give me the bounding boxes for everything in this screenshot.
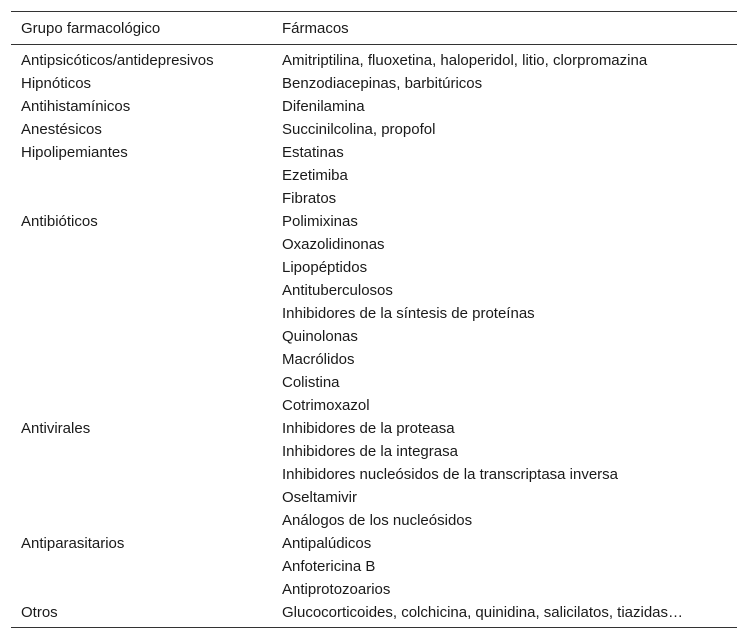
cell-drug-group [11,325,272,348]
cell-drugs: Estatinas [282,144,344,161]
cell-drug-group [11,486,272,509]
cell-drug-group: Hipnóticos [21,75,92,92]
table-row [11,394,737,417]
cell-drugs: Benzodiacepinas, barbitúricos [282,75,483,92]
cell-drugs: Oxazolidinonas [282,236,385,253]
cell-drugs: Oseltamivir [282,489,358,506]
table-row [11,141,737,164]
table-row [11,601,737,628]
cell-drug-group [11,509,272,532]
cell-drugs: Fibratos [282,190,337,207]
cell-drugs: Antipalúdicos [282,535,372,552]
table-row [11,279,737,302]
table-row [11,463,737,486]
cell-drug-group [11,371,272,394]
cell-drugs: Inhibidores de la síntesis de proteínas [282,305,535,322]
cell-drugs: Colistina [282,374,340,391]
table-row [11,555,737,578]
cell-drug-group [11,555,272,578]
table-row [11,325,737,348]
table-row [11,118,737,141]
cell-drug-group [11,164,272,187]
cell-drug-group [11,187,272,210]
cell-drug-group [11,348,272,371]
cell-drugs: Análogos de los nucleósidos [282,512,473,529]
cell-drug-group [11,233,272,256]
cell-drugs: Glucocorticoides, colchicina, quinidina, salicilatos, tiazidas… [282,604,684,621]
cell-drugs: Anfotericina B [282,558,376,575]
table-row [11,187,737,210]
table-row [11,210,737,233]
cell-drugs: Quinolonas [282,328,358,345]
cell-drugs: Inhibidores nucleósidos de la transcriptasa inversa [282,466,619,483]
table-row [11,256,737,279]
cell-drugs: Polimixinas [282,213,358,230]
table-row [11,532,737,555]
cell-drugs: Macrólidos [282,351,355,368]
cell-drugs: Inhibidores de la integrasa [282,443,458,460]
cell-drugs: Difenilamina [282,98,365,115]
cell-drug-group: Antibióticos [21,213,98,230]
table-row [11,72,737,95]
table-row [11,440,737,463]
cell-drugs: Antituberculosos [282,282,393,299]
cell-drug-group: Antiparasitarios [21,535,125,552]
header-drug-group: Grupo farmacológico [21,19,161,37]
table-row [11,578,737,601]
table-row [11,302,737,325]
table-row [11,486,737,509]
table-row [11,95,737,118]
table-body [11,45,737,628]
header-drugs: Fármacos [282,19,349,37]
cell-drugs: Amitriptilina, fluoxetina, haloperidol, litio, clorpromazina [282,52,648,69]
drug-table-container [11,11,737,628]
table-row [11,509,737,532]
cell-drug-group: Anestésicos [21,121,102,138]
table-row [11,371,737,394]
table-row [11,164,737,187]
cell-drugs: Inhibidores de la proteasa [282,420,455,437]
cell-drugs: Cotrimoxazol [282,397,370,414]
table-header-row [11,12,737,45]
cell-drug-group: Antipsicóticos/antidepresivos [21,52,214,69]
cell-drug-group [11,279,272,302]
cell-drug-group [11,463,272,486]
table-row [11,233,737,256]
cell-drug-group [11,394,272,417]
cell-drugs: Antiprotozoarios [282,581,391,598]
drug-groups-table [11,11,737,628]
cell-drug-group: Antihistamínicos [21,98,131,115]
table-row [11,348,737,371]
cell-drug-group [11,302,272,325]
cell-drug-group [11,256,272,279]
cell-drugs: Lipopéptidos [282,259,368,276]
cell-drug-group: Hipolipemiantes [21,144,128,161]
cell-drug-group [11,578,272,601]
cell-drugs: Ezetimiba [282,167,348,184]
cell-drug-group: Antivirales [21,420,91,437]
cell-drug-group: Otros [21,604,58,621]
cell-drugs: Succinilcolina, propofol [282,121,436,138]
cell-drug-group [11,440,272,463]
table-row [11,45,737,73]
table-row [11,417,737,440]
